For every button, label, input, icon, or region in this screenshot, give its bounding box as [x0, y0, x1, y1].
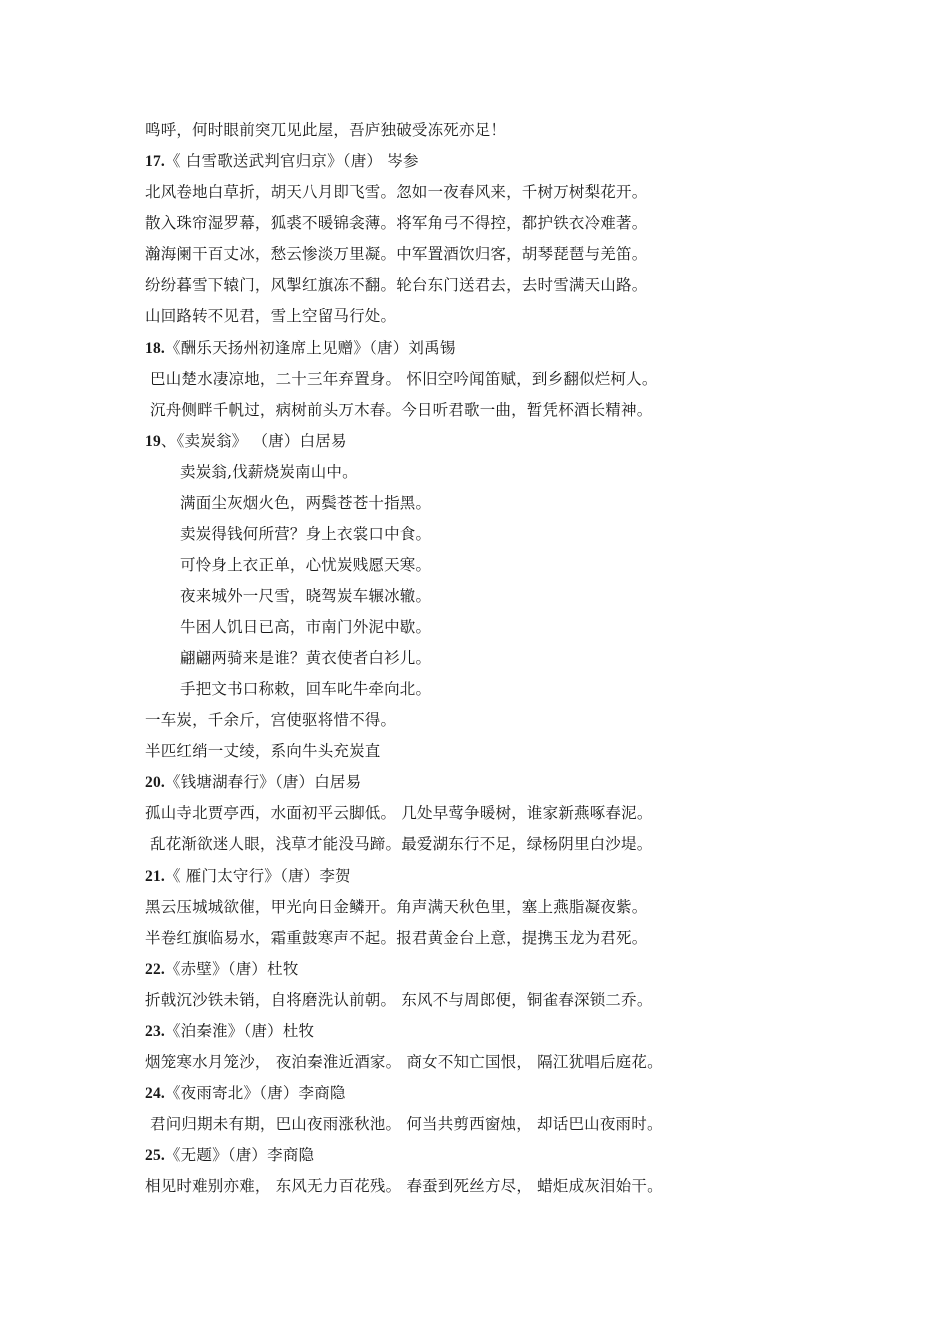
- poem-line: 一车炭，千余斤，宫使驱将惜不得。: [145, 711, 397, 729]
- poem-heading: 20.《钱塘湖春行》（唐）白居易: [145, 773, 362, 791]
- poem-line: 鸣呼，何时眼前突兀见此屋，吾庐独破受冻死亦足！: [145, 121, 507, 139]
- poem-heading: 18.《酬乐天扬州初逢席上见赠》（唐）刘禹锡: [145, 339, 456, 357]
- poem-line: 瀚海阑干百丈冰，愁云惨淡万里凝。中军置酒饮归客，胡琴琵琶与羌笛。: [145, 245, 648, 263]
- poem-line: 孤山寺北贾亭西，水面初平云脚低。 几处早莺争暖树，谁家新燕啄春泥。: [145, 804, 653, 822]
- poem-line: 沉舟侧畔千帆过，病树前头万木春。今日听君歌一曲，暂凭杯酒长精神。: [150, 401, 653, 419]
- poem-line: 烟笼寒水月笼沙， 夜泊秦淮近酒家。 商女不知亡国恨， 隔江犹唱后庭花。: [145, 1053, 663, 1071]
- poem-line: 散入珠帘湿罗幕，狐裘不暖锦衾薄。将军角弓不得控，都护铁衣冷难著。: [145, 214, 648, 232]
- poem-line: 翩翩两骑来是谁？黄衣使者白衫儿。: [180, 649, 432, 667]
- poem-line: 手把文书口称敕，回车叱牛牵向北。: [180, 680, 432, 698]
- poem-line: 黑云压城城欲催，甲光向日金鳞开。角声满天秋色里，塞上燕脂凝夜紫。: [145, 898, 648, 916]
- poem-line: 半卷红旗临易水，霜重鼓寒声不起。报君黄金台上意，提携玉龙为君死。: [145, 929, 648, 947]
- poem-line: 卖炭得钱何所营？身上衣裳口中食。: [180, 525, 432, 543]
- poem-heading: 17.《 白雪歌送武判官归京》（唐） 岑参: [145, 152, 419, 170]
- poem-heading: 23.《泊秦淮》（唐）杜牧: [145, 1022, 315, 1040]
- poem-line: 卖炭翁,伐薪烧炭南山中。: [180, 463, 358, 481]
- poem-heading: 24.《夜雨寄北》（唐）李商隐: [145, 1084, 346, 1102]
- poem-heading: 21.《 雁门太守行》（唐）李贺: [145, 867, 351, 885]
- poem-line: 北风卷地白草折，胡天八月即飞雪。忽如一夜春风来，千树万树梨花开。: [145, 183, 648, 201]
- poem-line: 满面尘灰烟火色，两鬓苍苍十指黑。: [180, 494, 432, 512]
- poem-line: 山回路转不见君，雪上空留马行处。: [145, 307, 397, 325]
- poem-line: 折戟沉沙铁未销，自将磨洗认前朝。 东风不与周郎便，铜雀春深锁二乔。: [145, 991, 653, 1009]
- poem-line: 乱花渐欲迷人眼，浅草才能没马蹄。最爱湖东行不足，绿杨阴里白沙堤。: [150, 835, 653, 853]
- poem-line: 纷纷暮雪下辕门，风掣红旗冻不翻。轮台东门送君去，去时雪满天山路。: [145, 276, 648, 294]
- poem-line: 夜来城外一尺雪，晓驾炭车辗冰辙。: [180, 587, 432, 605]
- poem-heading: 19、《卖炭翁》 （唐）白居易: [145, 432, 347, 450]
- poem-line: 可怜身上衣正单，心忧炭贱愿天寒。: [180, 556, 432, 574]
- poem-line: 巴山楚水凄凉地，二十三年弃置身。 怀旧空吟闻笛赋，到乡翻似烂柯人。: [150, 370, 658, 388]
- poem-heading: 22.《赤壁》（唐）杜牧: [145, 960, 299, 978]
- poem-line: 牛困人饥日已高，市南门外泥中歇。: [180, 618, 432, 636]
- poem-line: 君问归期未有期，巴山夜雨涨秋池。 何当共剪西窗烛， 却话巴山夜雨时。: [150, 1115, 663, 1133]
- poem-line: 相见时难别亦难， 东风无力百花残。 春蚕到死丝方尽， 蜡炬成灰泪始干。: [145, 1177, 663, 1195]
- poem-line: 半匹红绡一丈绫，系向牛头充炭直: [145, 742, 381, 760]
- poem-heading: 25.《无题》（唐）李商隐: [145, 1146, 315, 1164]
